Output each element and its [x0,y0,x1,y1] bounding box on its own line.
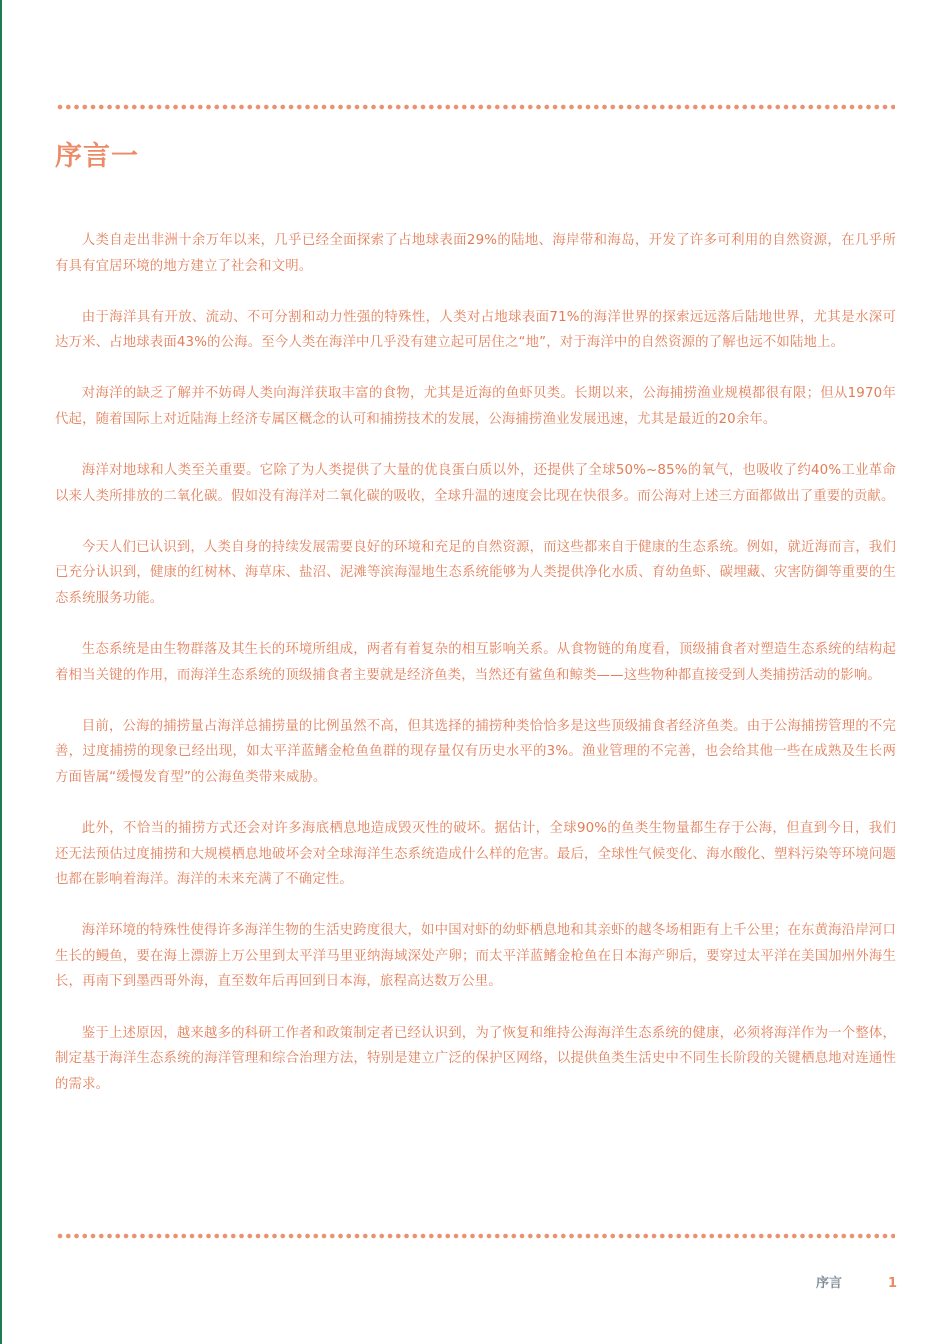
paragraph-8: 此外，不恰当的捕捞方式还会对许多海底栖息地造成毁灭性的破坏。据估计，全球90%的鱼类生物量都生存于公海，但直到今日，我们还无法预估过度捕捞和大规模栖息地破坏会对全球海洋生态系统造成什么样的危害。最后，全球性气候变化、海水酸化、塑料污染等环境问题也都在影响着海洋。海洋的未来充满了不确定性。 [55,821,896,888]
paragraph-9: 海洋环境的特殊性使得许多海洋生物的生活史跨度很大，如中国对虾的幼虾栖息地和其亲虾的越冬场相距有上千公里；在东黄海沿岸河口生长的鳗鱼，要在海上漂游上万公里到太平洋马里亚纳海域深处产卵；而太平洋蓝鳍金枪鱼在日本海产卵后，要穿过太平洋在美国加州外海生长，再南下到墨西哥外海，直至数年后再回到日本海，旅程高达数万公里。 [55,923,896,990]
top-dotted-divider [57,104,895,110]
page-number: 1 [888,1276,898,1291]
paragraph-3: 对海洋的缺乏了解并不妨碍人类向海洋获取丰富的食物，尤其是近海的鱼虾贝类。长期以来，公海捕捞渔业规模都很有限；但从1970年代起，随着国际上对近陆海上经济专属区概念的认可和捕捞技术的发展，公海捕捞渔业发展迅速，尤其是最近的20余年。 [55,386,896,427]
bottom-dotted-divider [57,1233,895,1239]
page-title: 序言一 [55,141,139,172]
footer-section-label: 序言 [816,1276,843,1291]
paragraph-2: 由于海洋具有开放、流动、不可分割和动力性强的特殊性，人类对占地球表面71%的海洋世界的探索远远落后陆地世界，尤其是水深可达万米、占地球表面43%的公海。至今人类在海洋中几乎没有建立起可居住之“地”，对于海洋中的自然资源的了解也远不如陆地上。 [55,309,896,351]
body-text [55,228,896,1123]
left-edge-line [0,0,2,1344]
paragraph-10: 鉴于上述原因，越来越多的科研工作者和政策制定者已经认识到，为了恢复和维持公海海洋生态系统的健康，必须将海洋作为一个整体，制定基于海洋生态系统的海洋管理和综合治理方法，特别是建立广泛的保护区网络，以提供鱼类生活史中不同生长阶段的关键栖息地对连通性的需求。 [55,1025,896,1092]
paragraph-1: 人类自走出非洲十余万年以来，几乎已经全面探索了占地球表面29%的陆地、海岸带和海岛，开发了许多可利用的自然资源，在几乎所有具有宜居环境的地方建立了社会和文明。 [55,233,896,274]
paragraph-7: 目前，公海的捕捞量占海洋总捕捞量的比例虽然不高，但其选择的捕捞种类恰恰多是这些顶级捕食者经济鱼类。由于公海捕捞管理的不完善，过度捕捞的现象已经出现，如太平洋蓝鳍金枪鱼鱼群的现存量仅有历史水平的3%。渔业管理的不完善，也会给其他一些在成熟及生长两方面皆属“缓慢发育型”的公海鱼类带来威胁。 [55,718,896,785]
paragraph-4: 海洋对地球和人类至关重要。它除了为人类提供了大量的优良蛋白质以外，还提供了全球50%~85%的氧气，也吸收了约40%工业革命以来人类所排放的二氧化碳。假如没有海洋对二氧化碳的吸收，全球升温的速度会比现在快很多。而公海对上述三方面都做出了重要的贡献。 [55,463,896,504]
paragraph-6: 生态系统是由生物群落及其生长的环境所组成，两者有着复杂的相互影响关系。从食物链的角度看，顶级捕食者对塑造生态系统的结构起着相当关键的作用，而海洋生态系统的顶级捕食者主要就是经济鱼类，当然还有鲨鱼和鲸类——这些物种都直接受到人类捕捞活动的影响。 [55,642,896,683]
paragraph-5: 今天人们已认识到，人类自身的持续发展需要良好的环境和充足的自然资源，而这些都来自于健康的生态系统。例如，就近海而言，我们已充分认识到，健康的红树林、海草床、盐沼、泥滩等滨海湿地生态系统能够为人类提供净化水质、育幼鱼虾、碳埋藏、灾害防御等重要的生态系统服务功能。 [55,539,896,606]
